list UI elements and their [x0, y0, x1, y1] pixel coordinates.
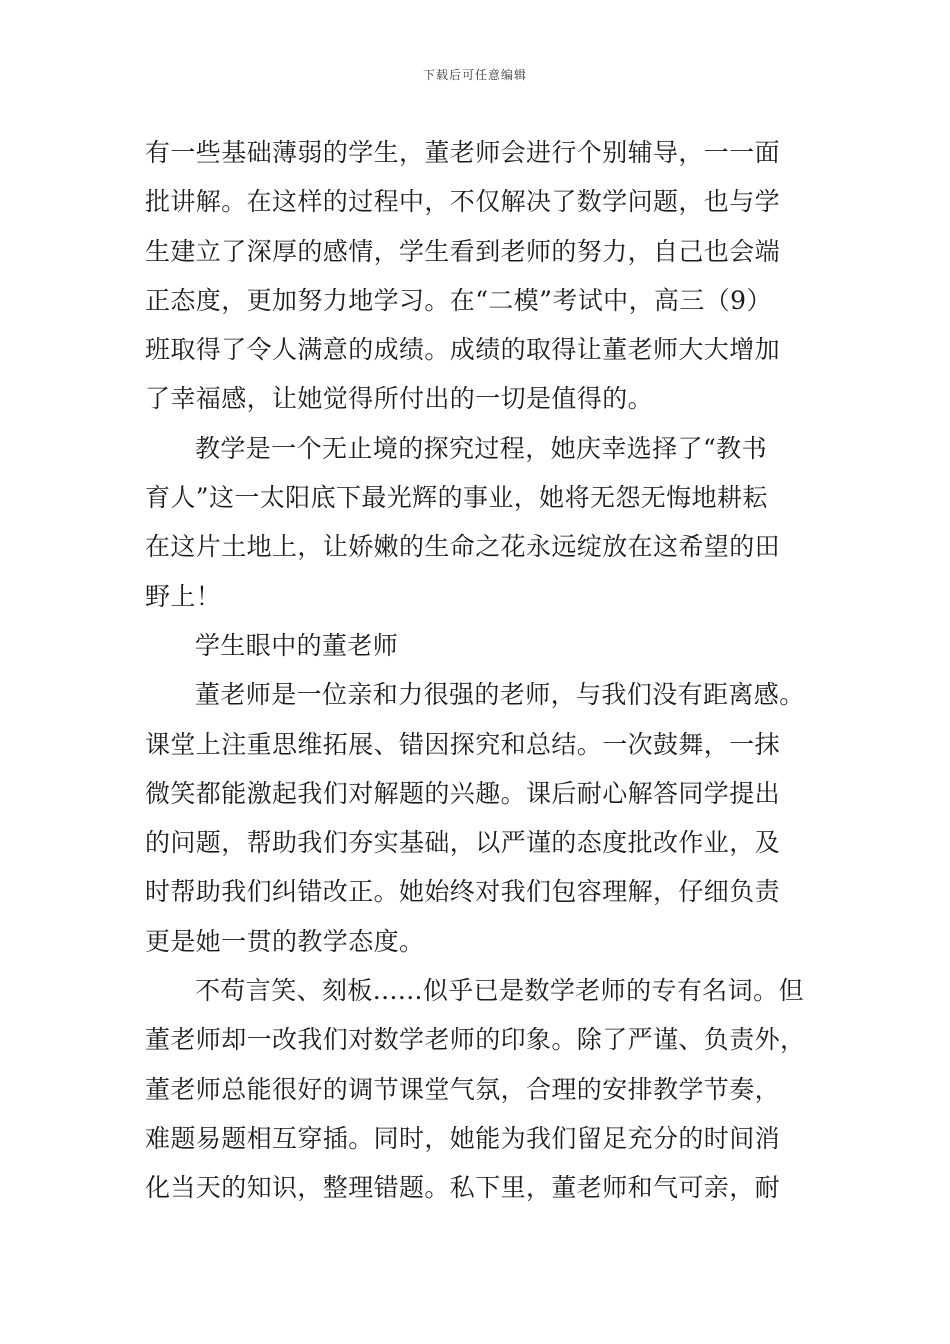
text-line: 有一些基础薄弱的学生，董老师会进行个别辅导，一一面 — [145, 138, 781, 167]
text-line: 育人”这一太阳底下最光辉的事业，她将无怨无悔地耕耘 — [145, 483, 768, 513]
text-line: 班取得了令人满意的成绩。成绩的取得让董老师大大增加 — [145, 335, 781, 365]
text-line: 课堂上注重思维拓展、错因探究和总结。一次鼓舞，一抹 — [145, 729, 781, 759]
text-line: 了幸福感，让她觉得所付出的一切是值得的。 — [145, 384, 654, 414]
page-header: 下载后可任意编辑 — [422, 68, 527, 82]
text-line: 化当天的知识，整理错题。私下里，董老师和气可亲，耐 — [145, 1173, 781, 1203]
document-body — [145, 128, 815, 1213]
text-line: 学生眼中的董老师 — [195, 630, 399, 660]
text-line: 正态度，更加努力地学习。在“二模”考试中，高三（9） — [145, 285, 772, 315]
text-line: 更是她一贯的教学态度。 — [145, 926, 425, 956]
text-line: 的问题，帮助我们夯实基础，以严谨的态度批改作业，及 — [145, 828, 781, 858]
text-line: 在这片土地上，让娇嫩的生命之花永远绽放在这希望的田 — [145, 532, 781, 562]
text-line: 生建立了深厚的感情，学生看到老师的努力，自己也会端 — [145, 236, 781, 266]
text-line: 董老师总能很好的调节课堂气氛，合理的安排教学节奏， — [145, 1074, 781, 1104]
text-line: 微笑都能激起我们对解题的兴趣。课后耐心解答同学提出 — [145, 778, 781, 808]
text-line: 不苟言笑、刻板......似乎已是数学老师的专有名词。但 — [195, 976, 804, 1006]
text-line: 教学是一个无止境的探究过程，她庆幸选择了“教书 — [195, 433, 767, 463]
text-line: 批讲解。在这样的过程中，不仅解决了数学问题，也与学 — [145, 187, 781, 217]
text-line: 董老师却一改我们对数学老师的印象。除了严谨、负责外， — [145, 1025, 806, 1055]
text-line: 时帮助我们纠错改正。她始终对我们包容理解，仔细负责 — [145, 877, 781, 907]
text-line: 董老师是一位亲和力很强的老师，与我们没有距离感。 — [195, 680, 805, 710]
text-line: 野上！ — [145, 581, 222, 611]
text-line: 难题易题相互穿插。同时，她能为我们留足充分的时间消 — [145, 1123, 781, 1153]
